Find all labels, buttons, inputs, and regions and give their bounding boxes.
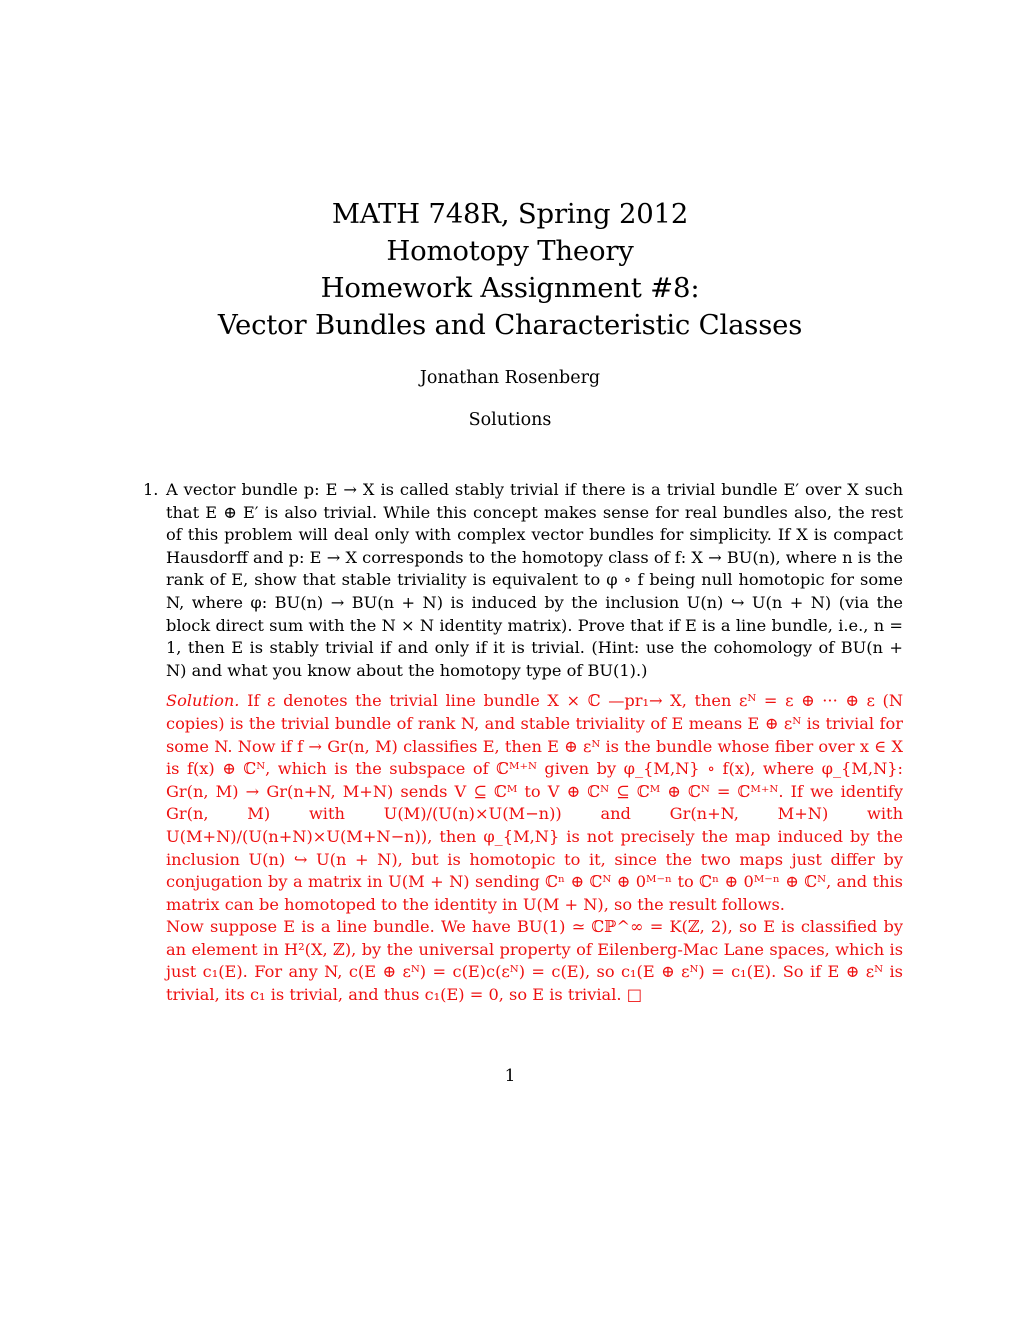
qed-icon: □ (626, 985, 642, 1005)
solution-paragraph-2 (166, 916, 903, 1006)
solution-text-2: Now suppose E is a line bundle. We have BU(1) ≃ ℂℙ^∞ = K(ℤ, 2), so E is classified by an element in H²(X, ℤ), by the universal property of Eilenberg-Mac Lane spaces, which is just c₁(E). For any N, c(E ⊕ εᴺ) = c(E)c(εᴺ) = c(E), so c₁(E ⊕ εᴺ) = c₁(E). So if E ⊕ εᴺ is trivial, its c₁ is trivial, and thus c₁(E) = 0, so E is trivial. (166, 917, 903, 1005)
problem-1 (143, 479, 903, 1007)
problem-number: 1. (143, 480, 159, 499)
course-title: MATH 748R, Spring 2012 (331, 198, 689, 230)
document-title (0, 196, 1020, 344)
solution-label: Solution. (166, 691, 240, 711)
solution-text-1: If ε denotes the trivial line bundle X × ℂ —pr₁→ X, then εᴺ = ε ⊕ ··· ⊕ ε (N copies) is the trivial bundle of rank N, and stable triviality of E means E ⊕ εᴺ is trivial for some N. Now if f → Gr(n, M) classifies E, then E ⊕ εᴺ is the bundle whose fiber over x ∈ X is f(x) ⊕ ℂᴺ, which is the subspace of ℂᴹ⁺ᴺ given by φ_{M,N} ∘ f(x), where φ_{M,N}: Gr(n, M) → Gr(n+N, M+N) sends V ⊆ ℂᴹ to V ⊕ ℂᴺ ⊆ ℂᴹ ⊕ ℂᴺ = ℂᴹ⁺ᴺ. If we identify Gr(n, M) with U(M)/(U(n)×U(M−n)) and Gr(n+N, M+N) with U(M+N)/(U(n+N)×U(M+N−n)), then φ_{M,N} is not precisely the map induced by the inclusion U(n) ↪ U(n + N), but is homotopic to it, since the two maps just differ by conjugation by a matrix in U(M + N) sending ℂⁿ ⊕ ℂᴺ ⊕ 0ᴹ⁻ⁿ to ℂⁿ ⊕ 0ᴹ⁻ⁿ ⊕ ℂᴺ, and this matrix can be homotoped to the identity in U(M + N), so the result follows. (166, 691, 903, 914)
problem-statement: A vector bundle p: E → X is called stably trivial if there is a trivial bundle E′ over X such that E ⊕ E′ is also trivial. While this concept makes sense for real bundles also, the rest of this problem will deal only with complex vector bundles for simplicity. If X is compact Hausdorff and p: E → X corresponds to the homotopy class of f: X → BU(n), where n is the rank of E, show that stable triviality is equivalent to φ ∘ f being null homotopic for some N, where φ: BU(n) → BU(n + N) is induced by the inclusion U(n) ↪ U(n + N) (via the block direct sum with the N × N identity matrix). Prove that if E is a line bundle, i.e., n = 1, then E is stably trivial if and only if it is trivial. (Hint: use the cohomology of BU(n + N) and what you know about the homotopy type of BU(1).) (166, 480, 903, 680)
solution-paragraph-1 (166, 690, 903, 916)
assignment-title: Homework Assignment #8: (320, 272, 700, 304)
page-number: 1 (504, 1066, 516, 1086)
author-name: Jonathan Rosenberg (419, 368, 601, 388)
document-subtitle: Solutions (468, 410, 552, 430)
assignment-topic: Vector Bundles and Characteristic Classes (217, 309, 803, 341)
course-topic: Homotopy Theory (386, 235, 634, 267)
